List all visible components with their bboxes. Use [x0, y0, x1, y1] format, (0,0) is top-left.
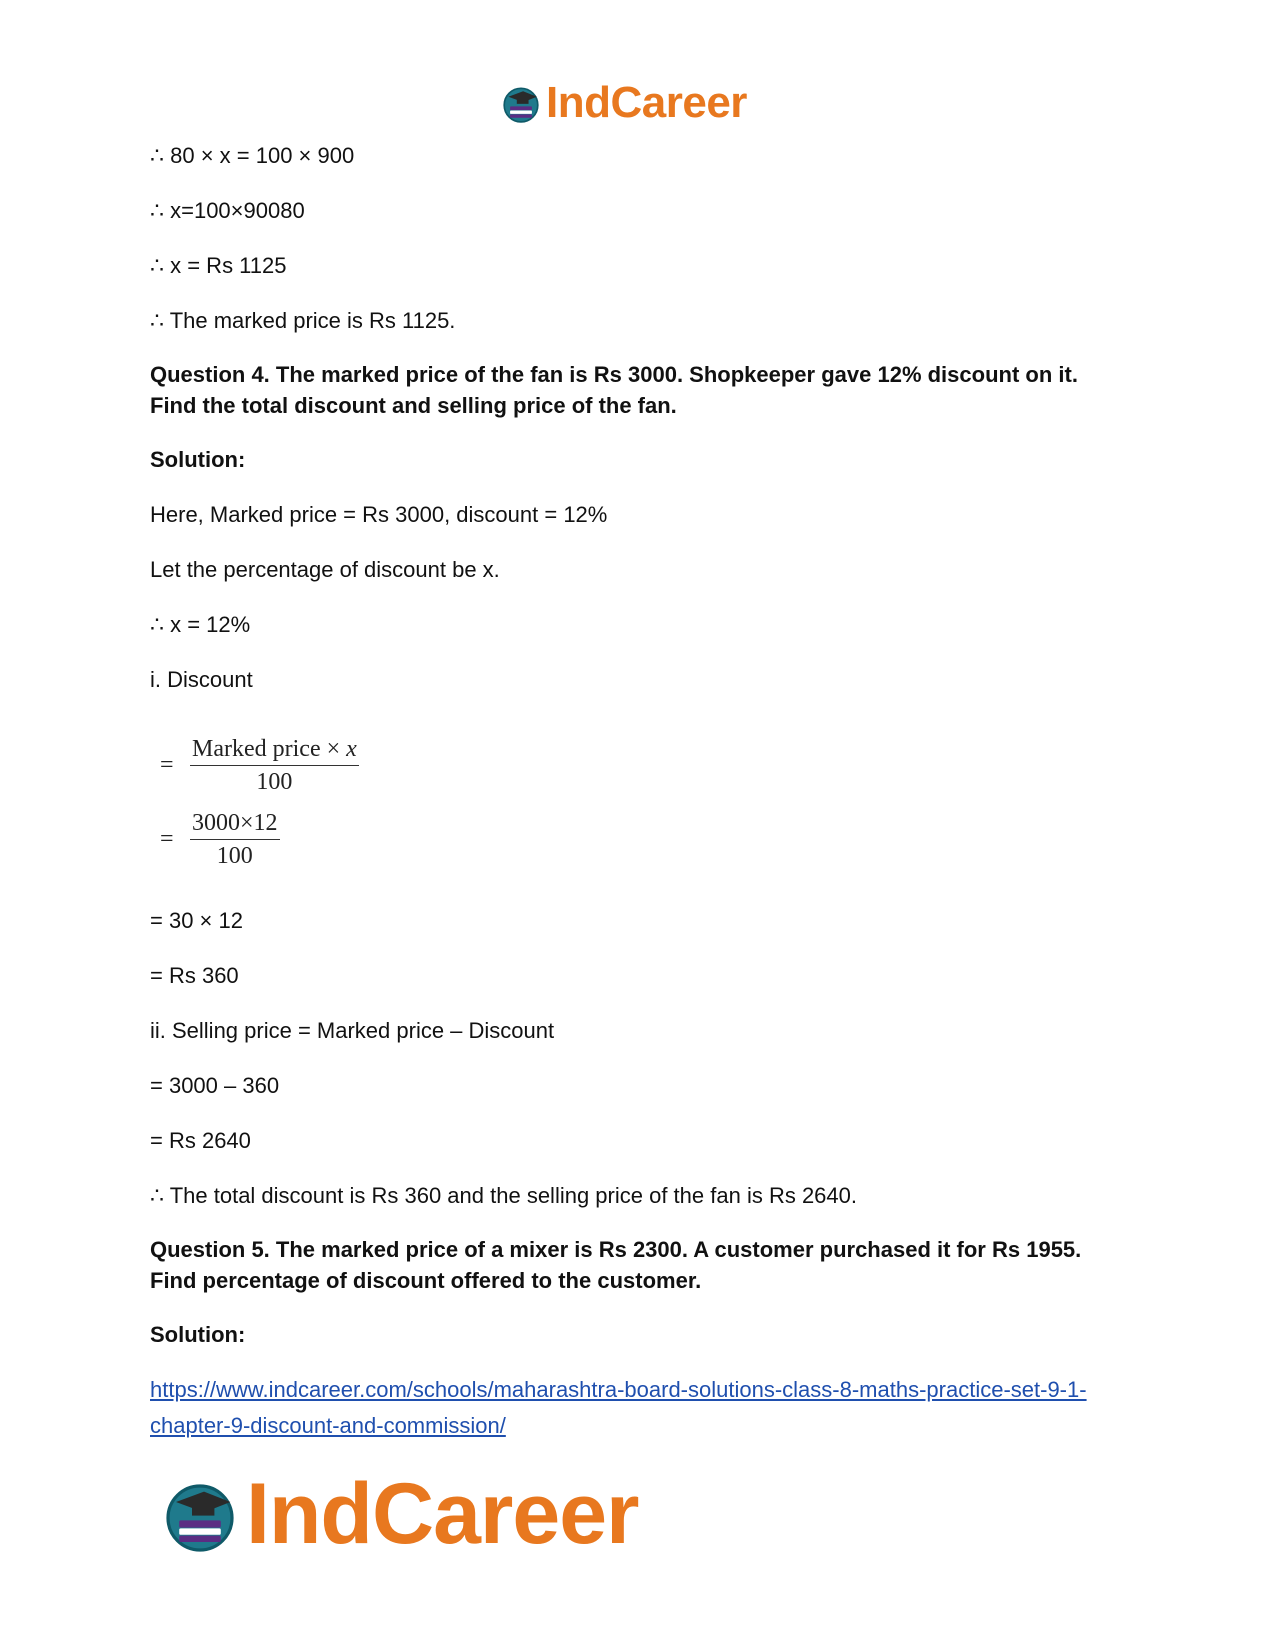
fraction-marked-price: [190, 735, 359, 796]
question-4-title: Question 4. The marked price of the fan is Rs 3000. Shopkeeper gave 12% discount on it.: [150, 362, 1078, 387]
source-link[interactable]: https://www.indcareer.com/schools/maharashtra-board-solutions-class-8-maths-practice-set-9-1-: [150, 1377, 1087, 1402]
solution-line: i. Discount: [150, 667, 253, 692]
solution-line: = 30 × 12: [150, 908, 243, 933]
formula-row-1: [160, 735, 359, 796]
fraction-numerator: Marked price × x: [190, 735, 359, 766]
solution-line: Here, Marked price = Rs 3000, discount = 12%: [150, 502, 608, 527]
indcareer-logo-top: [500, 78, 747, 128]
question-5-title: Question 5. The marked price of a mixer is Rs 2300. A customer purchased it for Rs 1955.: [150, 1237, 1082, 1262]
indcareer-logo-bottom: [160, 1465, 639, 1562]
logo-wordmark: IndCareer: [246, 1465, 639, 1562]
solution-line: ii. Selling price = Marked price – Discount: [150, 1018, 555, 1043]
graduation-cap-books-globe-icon: [500, 82, 542, 124]
fraction-numerator: 3000×12: [190, 809, 280, 840]
fraction-values: [190, 809, 280, 870]
conclusion-line: ∴ The total discount is Rs 360 and the selling price of the fan is Rs 2640.: [150, 1183, 857, 1208]
solution-line: = 3000 – 360: [150, 1073, 280, 1098]
solution-line: Let the percentage of discount be x.: [150, 557, 500, 582]
solution-heading: Solution:: [150, 1322, 246, 1347]
solution-line: ∴ x = 12%: [150, 612, 251, 637]
equals-sign: =: [160, 826, 174, 852]
source-link-cont[interactable]: chapter-9-discount-and-commission/: [150, 1413, 506, 1438]
logo-wordmark: IndCareer: [546, 78, 747, 127]
solution-line: = Rs 360: [150, 963, 239, 988]
equation-line: ∴ x = Rs 1125: [150, 253, 287, 278]
discount-formula: [160, 735, 400, 875]
equals-sign: =: [160, 752, 174, 778]
conclusion-line: ∴ The marked price is Rs 1125.: [150, 308, 456, 333]
question-5-title-cont: Find percentage of discount offered to the customer.: [150, 1268, 702, 1293]
solution-heading: Solution:: [150, 447, 246, 472]
solution-line: = Rs 2640: [150, 1128, 251, 1153]
fraction-denominator: 100: [256, 769, 293, 795]
graduation-cap-books-globe-icon: [160, 1474, 240, 1554]
fraction-denominator: 100: [216, 843, 253, 869]
equation-line: ∴ x=100×90080: [150, 198, 305, 223]
question-4-title-cont: Find the total discount and selling price of the fan.: [150, 393, 677, 418]
equation-line: ∴ 80 × x = 100 × 900: [150, 143, 355, 168]
formula-row-2: [160, 809, 280, 870]
